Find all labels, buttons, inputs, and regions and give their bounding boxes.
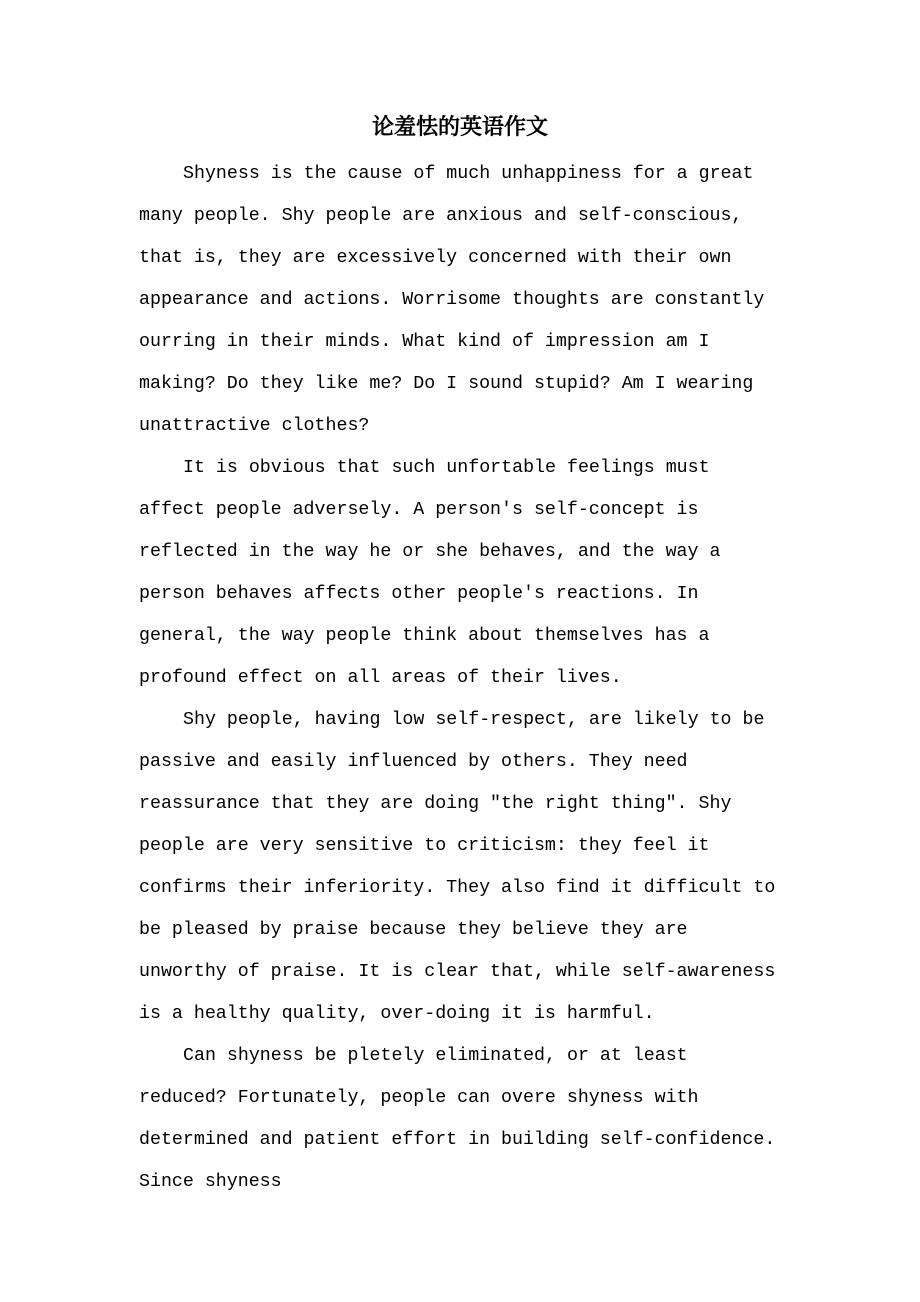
document-title: 论羞怯的英语作文 xyxy=(371,115,548,140)
paragraph-4: Can shyness be pletely eliminated, or at least reduced? Fortunately, people can overe shyness with determined and patient effort in building self-confidence. Since shyness xyxy=(139,1046,776,1192)
document-body xyxy=(139,153,784,1203)
paragraph-3: Shy people, having low self-respect, are likely to be passive and easily influenced by others. They need reassurance that they are doing "the right thing". Shy people are very sensitive to criticism: they feel it confirms their inferiority. They also find it difficult to be pleased by praise because they believe they are unworthy of praise. It is clear that, while self-awareness is a healthy quality, over-doing it is harmful. xyxy=(139,710,776,1024)
paragraph-1: Shyness is the cause of much unhappiness for a great many people. Shy people are anxious and self-conscious, that is, they are excessively concerned with their own appearance and actions. Worrisome thoughts are constantly ourring in their minds. What kind of impression am I making? Do they like me? Do I sound stupid? Am I wearing unattractive clothes? xyxy=(139,164,765,436)
paragraph-2: It is obvious that such unfortable feelings must affect people adversely. A person′s self-concept is reflected in the way he or she behaves, and the way a person behaves affects other people′s reactions. In general, the way people think about themselves has a profound effect on all areas of their lives. xyxy=(139,458,721,688)
